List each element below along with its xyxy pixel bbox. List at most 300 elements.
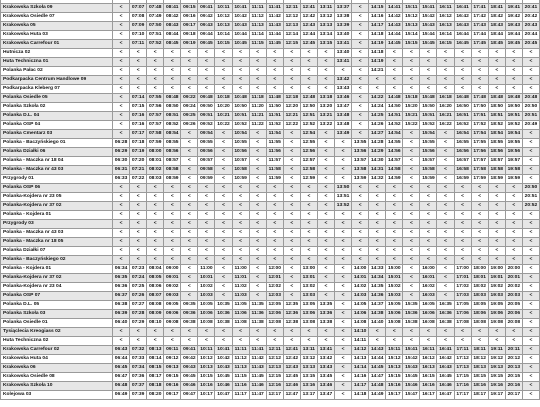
time-cell: 15:20 xyxy=(403,103,420,112)
time-cell: 08:14 xyxy=(147,355,164,364)
time-cell: 14:47 xyxy=(369,373,386,382)
time-cell: < xyxy=(522,238,539,247)
time-cell: 11:01 xyxy=(232,274,249,283)
time-cell: 12:13 xyxy=(266,364,283,373)
time-cell: < xyxy=(181,292,198,301)
time-cell: < xyxy=(181,337,198,346)
table-row xyxy=(1,391,540,400)
time-cell: < xyxy=(181,247,198,256)
time-cell: < xyxy=(198,229,215,238)
time-cell: < xyxy=(147,49,164,58)
time-cell: 13:40 xyxy=(335,31,352,40)
time-cell: < xyxy=(164,58,181,67)
time-cell: < xyxy=(369,85,386,94)
time-cell: < xyxy=(403,274,420,283)
time-cell: < xyxy=(317,148,334,157)
time-cell: < xyxy=(181,139,198,148)
time-cell: 10:59 xyxy=(232,175,249,184)
time-cell: < xyxy=(147,202,164,211)
time-cell: < xyxy=(386,220,403,229)
time-cell: < xyxy=(437,148,454,157)
time-cell: 19:01 xyxy=(488,274,505,283)
time-cell: < xyxy=(198,238,215,247)
time-cell: 08:56 xyxy=(164,148,181,157)
stop-name-cell: Krakowska Carrefour 01 xyxy=(1,40,113,49)
time-cell: 14:00 xyxy=(352,265,369,274)
stop-name-cell: Krakowska Carrefour 02 xyxy=(1,346,113,355)
time-cell: 20:49 xyxy=(522,121,539,130)
time-cell: 15:45 xyxy=(420,40,437,49)
time-cell: < xyxy=(113,337,130,346)
time-cell: 06:28 xyxy=(113,139,130,148)
time-cell: 15:16 xyxy=(386,382,403,391)
time-cell: < xyxy=(522,337,539,346)
time-cell: < xyxy=(283,85,300,94)
table-row xyxy=(1,166,540,175)
time-cell: < xyxy=(335,247,352,256)
time-cell: 10:51 xyxy=(232,112,249,121)
time-cell: < xyxy=(335,391,352,400)
time-cell: 12:13 xyxy=(283,22,300,31)
time-cell: 19:57 xyxy=(505,157,522,166)
time-cell: < xyxy=(215,337,232,346)
time-cell: < xyxy=(437,49,454,58)
time-cell: 06:29 xyxy=(113,148,130,157)
time-cell: 15:08 xyxy=(386,319,403,328)
time-cell: < xyxy=(113,328,130,337)
table-row xyxy=(1,13,540,22)
time-cell: 08:07 xyxy=(147,292,164,301)
time-cell: 19:08 xyxy=(488,319,505,328)
time-cell: < xyxy=(420,256,437,265)
table-row xyxy=(1,31,540,40)
time-cell: < xyxy=(283,211,300,220)
time-cell: < xyxy=(215,175,232,184)
table-row xyxy=(1,184,540,193)
time-cell: 12:15 xyxy=(283,40,300,49)
stop-name-cell: Polanka Osiedle 01 xyxy=(1,319,113,328)
time-cell: 11:47 xyxy=(249,391,266,400)
time-cell: 15:01 xyxy=(386,274,403,283)
time-cell: 12:02 xyxy=(266,283,283,292)
time-cell: 11:57 xyxy=(266,157,283,166)
time-cell: < xyxy=(266,229,283,238)
time-cell: < xyxy=(113,202,130,211)
time-cell: < xyxy=(147,193,164,202)
time-cell: < xyxy=(215,274,232,283)
time-cell: 15:54 xyxy=(420,130,437,139)
time-cell: 08:09 xyxy=(147,310,164,319)
time-cell: < xyxy=(335,283,352,292)
time-cell: < xyxy=(113,94,130,103)
time-cell: < xyxy=(113,76,130,85)
time-cell: < xyxy=(283,130,300,139)
time-cell: 19:17 xyxy=(488,391,505,400)
time-cell: < xyxy=(403,211,420,220)
time-cell: 07:14 xyxy=(130,94,147,103)
time-cell: < xyxy=(232,58,249,67)
time-cell: 19:50 xyxy=(505,103,522,112)
time-cell: 13:47 xyxy=(317,391,334,400)
time-cell: 20:51 xyxy=(522,193,539,202)
time-cell: 12:42 xyxy=(300,13,317,22)
time-cell: 06:49 xyxy=(113,391,130,400)
time-cell: 12:38 xyxy=(283,319,300,328)
time-cell: < xyxy=(130,76,147,85)
time-cell: 12:12 xyxy=(283,13,300,22)
time-cell: < xyxy=(437,265,454,274)
time-cell: < xyxy=(300,202,317,211)
time-cell: < xyxy=(369,211,386,220)
time-cell: < xyxy=(181,157,198,166)
time-cell: 07:17 xyxy=(130,130,147,139)
time-cell: < xyxy=(181,238,198,247)
time-cell: < xyxy=(283,220,300,229)
time-cell: 15:02 xyxy=(386,283,403,292)
time-cell: < xyxy=(488,247,505,256)
stop-name-cell: Polanka-Kojdera nr 23 04 xyxy=(1,283,113,292)
time-cell: 07:09 xyxy=(130,22,147,31)
time-cell: < xyxy=(232,202,249,211)
stop-name-cell: Polanka - Kojdera 01 xyxy=(1,211,113,220)
time-cell: < xyxy=(505,76,522,85)
table-row xyxy=(1,229,540,238)
time-cell: 12:47 xyxy=(283,391,300,400)
time-cell: 16:44 xyxy=(454,31,471,40)
time-cell: < xyxy=(317,256,334,265)
time-cell: < xyxy=(249,220,266,229)
time-cell: 15:42 xyxy=(403,355,420,364)
time-cell: 06:33 xyxy=(113,175,130,184)
table-row xyxy=(1,310,540,319)
time-cell: < xyxy=(505,202,522,211)
time-cell: 11:17 xyxy=(232,391,249,400)
time-cell: 12:45 xyxy=(283,373,300,382)
time-cell: 16:01 xyxy=(420,274,437,283)
time-cell: < xyxy=(369,238,386,247)
time-cell: < xyxy=(300,337,317,346)
time-cell: < xyxy=(488,49,505,58)
time-cell: 17:54 xyxy=(471,130,488,139)
time-cell: < xyxy=(181,265,198,274)
time-cell: < xyxy=(300,229,317,238)
stop-name-cell: Huta Techniczna 02 xyxy=(1,337,113,346)
time-cell: 17:44 xyxy=(471,31,488,40)
time-cell: < xyxy=(522,373,539,382)
time-cell: 14:17 xyxy=(352,382,369,391)
time-cell: 12:20 xyxy=(283,103,300,112)
time-cell: < xyxy=(249,274,266,283)
time-cell: 15:38 xyxy=(403,319,420,328)
stop-name-cell: Przygrody 01 xyxy=(1,175,113,184)
time-cell: < xyxy=(147,256,164,265)
time-cell: < xyxy=(335,166,352,175)
time-cell: 13:42 xyxy=(317,355,334,364)
time-cell: 18:02 xyxy=(471,283,488,292)
time-cell: < xyxy=(352,67,369,76)
time-cell: < xyxy=(130,67,147,76)
time-cell: 15:44 xyxy=(420,31,437,40)
time-cell: 14:59 xyxy=(386,175,403,184)
time-cell: < xyxy=(420,247,437,256)
time-cell: 10:56 xyxy=(232,148,249,157)
time-cell: 09:00 xyxy=(164,265,181,274)
time-cell: < xyxy=(522,283,539,292)
time-cell: < xyxy=(198,184,215,193)
time-cell: 14:02 xyxy=(352,283,369,292)
time-cell: < xyxy=(317,139,334,148)
time-cell: 14:50 xyxy=(386,103,403,112)
time-cell: 19:02 xyxy=(488,283,505,292)
time-cell: < xyxy=(522,274,539,283)
time-cell: 11:43 xyxy=(249,364,266,373)
time-cell: 11:11 xyxy=(232,346,249,355)
time-cell: 10:16 xyxy=(198,382,215,391)
time-cell: 11:43 xyxy=(266,22,283,31)
time-cell: < xyxy=(164,202,181,211)
time-cell: < xyxy=(488,328,505,337)
time-cell: 10:06 xyxy=(198,310,215,319)
time-cell: < xyxy=(522,67,539,76)
time-cell: 08:42 xyxy=(164,13,181,22)
time-cell: 10:41 xyxy=(215,346,232,355)
time-cell: < xyxy=(420,49,437,58)
stop-name-cell: Krakowska 05 xyxy=(1,22,113,31)
time-cell: 15:11 xyxy=(403,4,420,13)
time-cell: 13:00 xyxy=(300,265,317,274)
time-cell: < xyxy=(283,67,300,76)
time-cell: < xyxy=(198,58,215,67)
time-cell: 07:29 xyxy=(130,319,147,328)
time-cell: 11:08 xyxy=(232,319,249,328)
stop-name-cell: Polanka - Maczka nr 43 03 xyxy=(1,229,113,238)
time-cell: < xyxy=(130,337,147,346)
time-cell: 09:51 xyxy=(198,112,215,121)
time-cell: < xyxy=(522,220,539,229)
time-cell: < xyxy=(164,328,181,337)
time-cell: < xyxy=(283,238,300,247)
time-cell: 11:06 xyxy=(232,310,249,319)
time-cell: < xyxy=(522,391,539,400)
time-cell: 18:41 xyxy=(488,4,505,13)
time-cell: < xyxy=(317,67,334,76)
time-cell: < xyxy=(283,157,300,166)
time-cell: 10:42 xyxy=(232,13,249,22)
table-row xyxy=(1,364,540,373)
time-cell: 09:47 xyxy=(181,391,198,400)
stop-name-cell: Krakowska Szkoła 09 xyxy=(1,4,113,13)
time-cell: < xyxy=(335,319,352,328)
time-cell: 08:18 xyxy=(147,382,164,391)
time-cell: < xyxy=(471,247,488,256)
time-cell: 10:20 xyxy=(215,103,232,112)
time-cell: 07:15 xyxy=(130,103,147,112)
time-cell: 11:56 xyxy=(266,148,283,157)
time-cell: < xyxy=(386,229,403,238)
time-cell: < xyxy=(403,157,420,166)
time-cell: < xyxy=(249,256,266,265)
time-cell: < xyxy=(249,283,266,292)
time-cell: < xyxy=(471,337,488,346)
time-cell: < xyxy=(369,229,386,238)
time-cell: < xyxy=(113,13,130,22)
time-cell: < xyxy=(471,220,488,229)
time-cell: < xyxy=(505,85,522,94)
time-cell: < xyxy=(488,184,505,193)
time-cell: 08:50 xyxy=(164,103,181,112)
time-cell: 10:36 xyxy=(215,310,232,319)
time-cell: < xyxy=(317,247,334,256)
time-cell: 13:06 xyxy=(300,310,317,319)
time-cell: < xyxy=(386,58,403,67)
time-cell: < xyxy=(232,85,249,94)
time-cell: 13:51 xyxy=(335,193,352,202)
time-cell: 12:54 xyxy=(300,130,317,139)
time-cell xyxy=(437,0,454,4)
time-cell: 14:52 xyxy=(386,121,403,130)
time-cell: 17:13 xyxy=(454,364,471,373)
time-cell: 08:41 xyxy=(164,4,181,13)
time-cell: < xyxy=(147,337,164,346)
time-cell: 11:02 xyxy=(232,283,249,292)
time-cell: < xyxy=(215,265,232,274)
stop-name-cell: Polanka-Kojdera nr 37 02 xyxy=(1,274,113,283)
time-cell: < xyxy=(437,283,454,292)
time-cell: < xyxy=(335,274,352,283)
time-cell: < xyxy=(522,211,539,220)
time-cell: < xyxy=(352,184,369,193)
time-cell: 11:58 xyxy=(266,166,283,175)
time-cell: 12:05 xyxy=(266,301,283,310)
time-cell: < xyxy=(300,67,317,76)
time-cell: < xyxy=(147,328,164,337)
time-cell: 12:58 xyxy=(300,166,317,175)
time-cell: < xyxy=(403,148,420,157)
time-cell: 13:59 xyxy=(352,175,369,184)
time-cell: 13:02 xyxy=(300,283,317,292)
table-row xyxy=(1,202,540,211)
time-cell xyxy=(198,0,215,4)
time-cell: < xyxy=(420,220,437,229)
time-cell: 16:57 xyxy=(454,157,471,166)
time-cell: 06:39 xyxy=(113,310,130,319)
time-cell: 13:55 xyxy=(352,139,369,148)
time-cell: 15:46 xyxy=(403,382,420,391)
time-cell: 07:57 xyxy=(147,121,164,130)
table-row xyxy=(1,301,540,310)
time-cell: 20:01 xyxy=(505,274,522,283)
time-cell: < xyxy=(130,211,147,220)
time-cell: 10:12 xyxy=(198,355,215,364)
time-cell: < xyxy=(420,184,437,193)
time-cell: 10:50 xyxy=(232,103,249,112)
time-cell: < xyxy=(488,211,505,220)
time-cell: 12:55 xyxy=(300,139,317,148)
time-cell: 12:14 xyxy=(283,31,300,40)
time-cell: 07:11 xyxy=(130,40,147,49)
time-cell: 17:56 xyxy=(471,148,488,157)
time-cell: 08:43 xyxy=(164,22,181,31)
time-cell: 16:45 xyxy=(454,40,471,49)
time-cell: < xyxy=(386,49,403,58)
time-cell: 13:36 xyxy=(317,310,334,319)
time-cell: 12:12 xyxy=(266,355,283,364)
time-cell: < xyxy=(403,247,420,256)
time-cell: < xyxy=(488,229,505,238)
time-cell: < xyxy=(317,328,334,337)
time-cell: < xyxy=(352,103,369,112)
time-cell xyxy=(317,0,334,4)
time-cell: 12:08 xyxy=(266,319,283,328)
time-cell: < xyxy=(335,67,352,76)
time-cell: 08:05 xyxy=(147,274,164,283)
time-cell: < xyxy=(335,238,352,247)
time-cell: 17:57 xyxy=(471,157,488,166)
time-cell: 07:20 xyxy=(130,157,147,166)
time-cell: 19:43 xyxy=(505,22,522,31)
time-cell: 07:50 xyxy=(147,22,164,31)
time-cell: 07:10 xyxy=(130,31,147,40)
time-cell: < xyxy=(181,175,198,184)
time-cell: < xyxy=(249,184,266,193)
time-cell: 07:58 xyxy=(147,130,164,139)
time-cell: < xyxy=(266,58,283,67)
time-cell: 08:00 xyxy=(147,148,164,157)
time-cell: 15:43 xyxy=(403,364,420,373)
time-cell: < xyxy=(232,229,249,238)
time-cell: < xyxy=(488,76,505,85)
time-cell: 12:59 xyxy=(300,175,317,184)
time-cell: < xyxy=(283,184,300,193)
time-cell: 12:17 xyxy=(266,391,283,400)
time-cell: < xyxy=(352,22,369,31)
time-cell: 15:17 xyxy=(386,391,403,400)
time-cell: 10:11 xyxy=(198,346,215,355)
time-cell: 07:08 xyxy=(130,13,147,22)
time-cell: 20:03 xyxy=(505,292,522,301)
stop-name-cell: Polanka OSP 07 xyxy=(1,292,113,301)
time-cell: 07:36 xyxy=(130,373,147,382)
time-cell: 13:43 xyxy=(317,364,334,373)
time-cell: 10:12 xyxy=(215,13,232,22)
time-cell: 18:55 xyxy=(488,139,505,148)
time-cell: 18:12 xyxy=(471,355,488,364)
time-cell: < xyxy=(215,238,232,247)
time-cell: < xyxy=(130,238,147,247)
time-cell: 14:25 xyxy=(369,112,386,121)
time-cell: 08:20 xyxy=(147,391,164,400)
time-cell: < xyxy=(147,76,164,85)
time-cell: < xyxy=(164,256,181,265)
time-cell: < xyxy=(471,67,488,76)
time-cell: < xyxy=(181,211,198,220)
time-cell: 07:24 xyxy=(130,274,147,283)
table-row xyxy=(1,130,540,139)
time-cell: 19:15 xyxy=(488,373,505,382)
time-cell: < xyxy=(522,76,539,85)
time-cell: 16:03 xyxy=(420,292,437,301)
time-cell: 15:41 xyxy=(403,346,420,355)
time-cell: 12:43 xyxy=(300,22,317,31)
time-cell: 07:33 xyxy=(130,355,147,364)
time-cell: 14:26 xyxy=(369,121,386,130)
time-cell: 08:51 xyxy=(164,112,181,121)
time-cell: < xyxy=(488,337,505,346)
time-cell: 13:56 xyxy=(352,148,369,157)
time-cell: < xyxy=(164,220,181,229)
time-cell: 06:40 xyxy=(113,319,130,328)
time-cell: < xyxy=(437,193,454,202)
